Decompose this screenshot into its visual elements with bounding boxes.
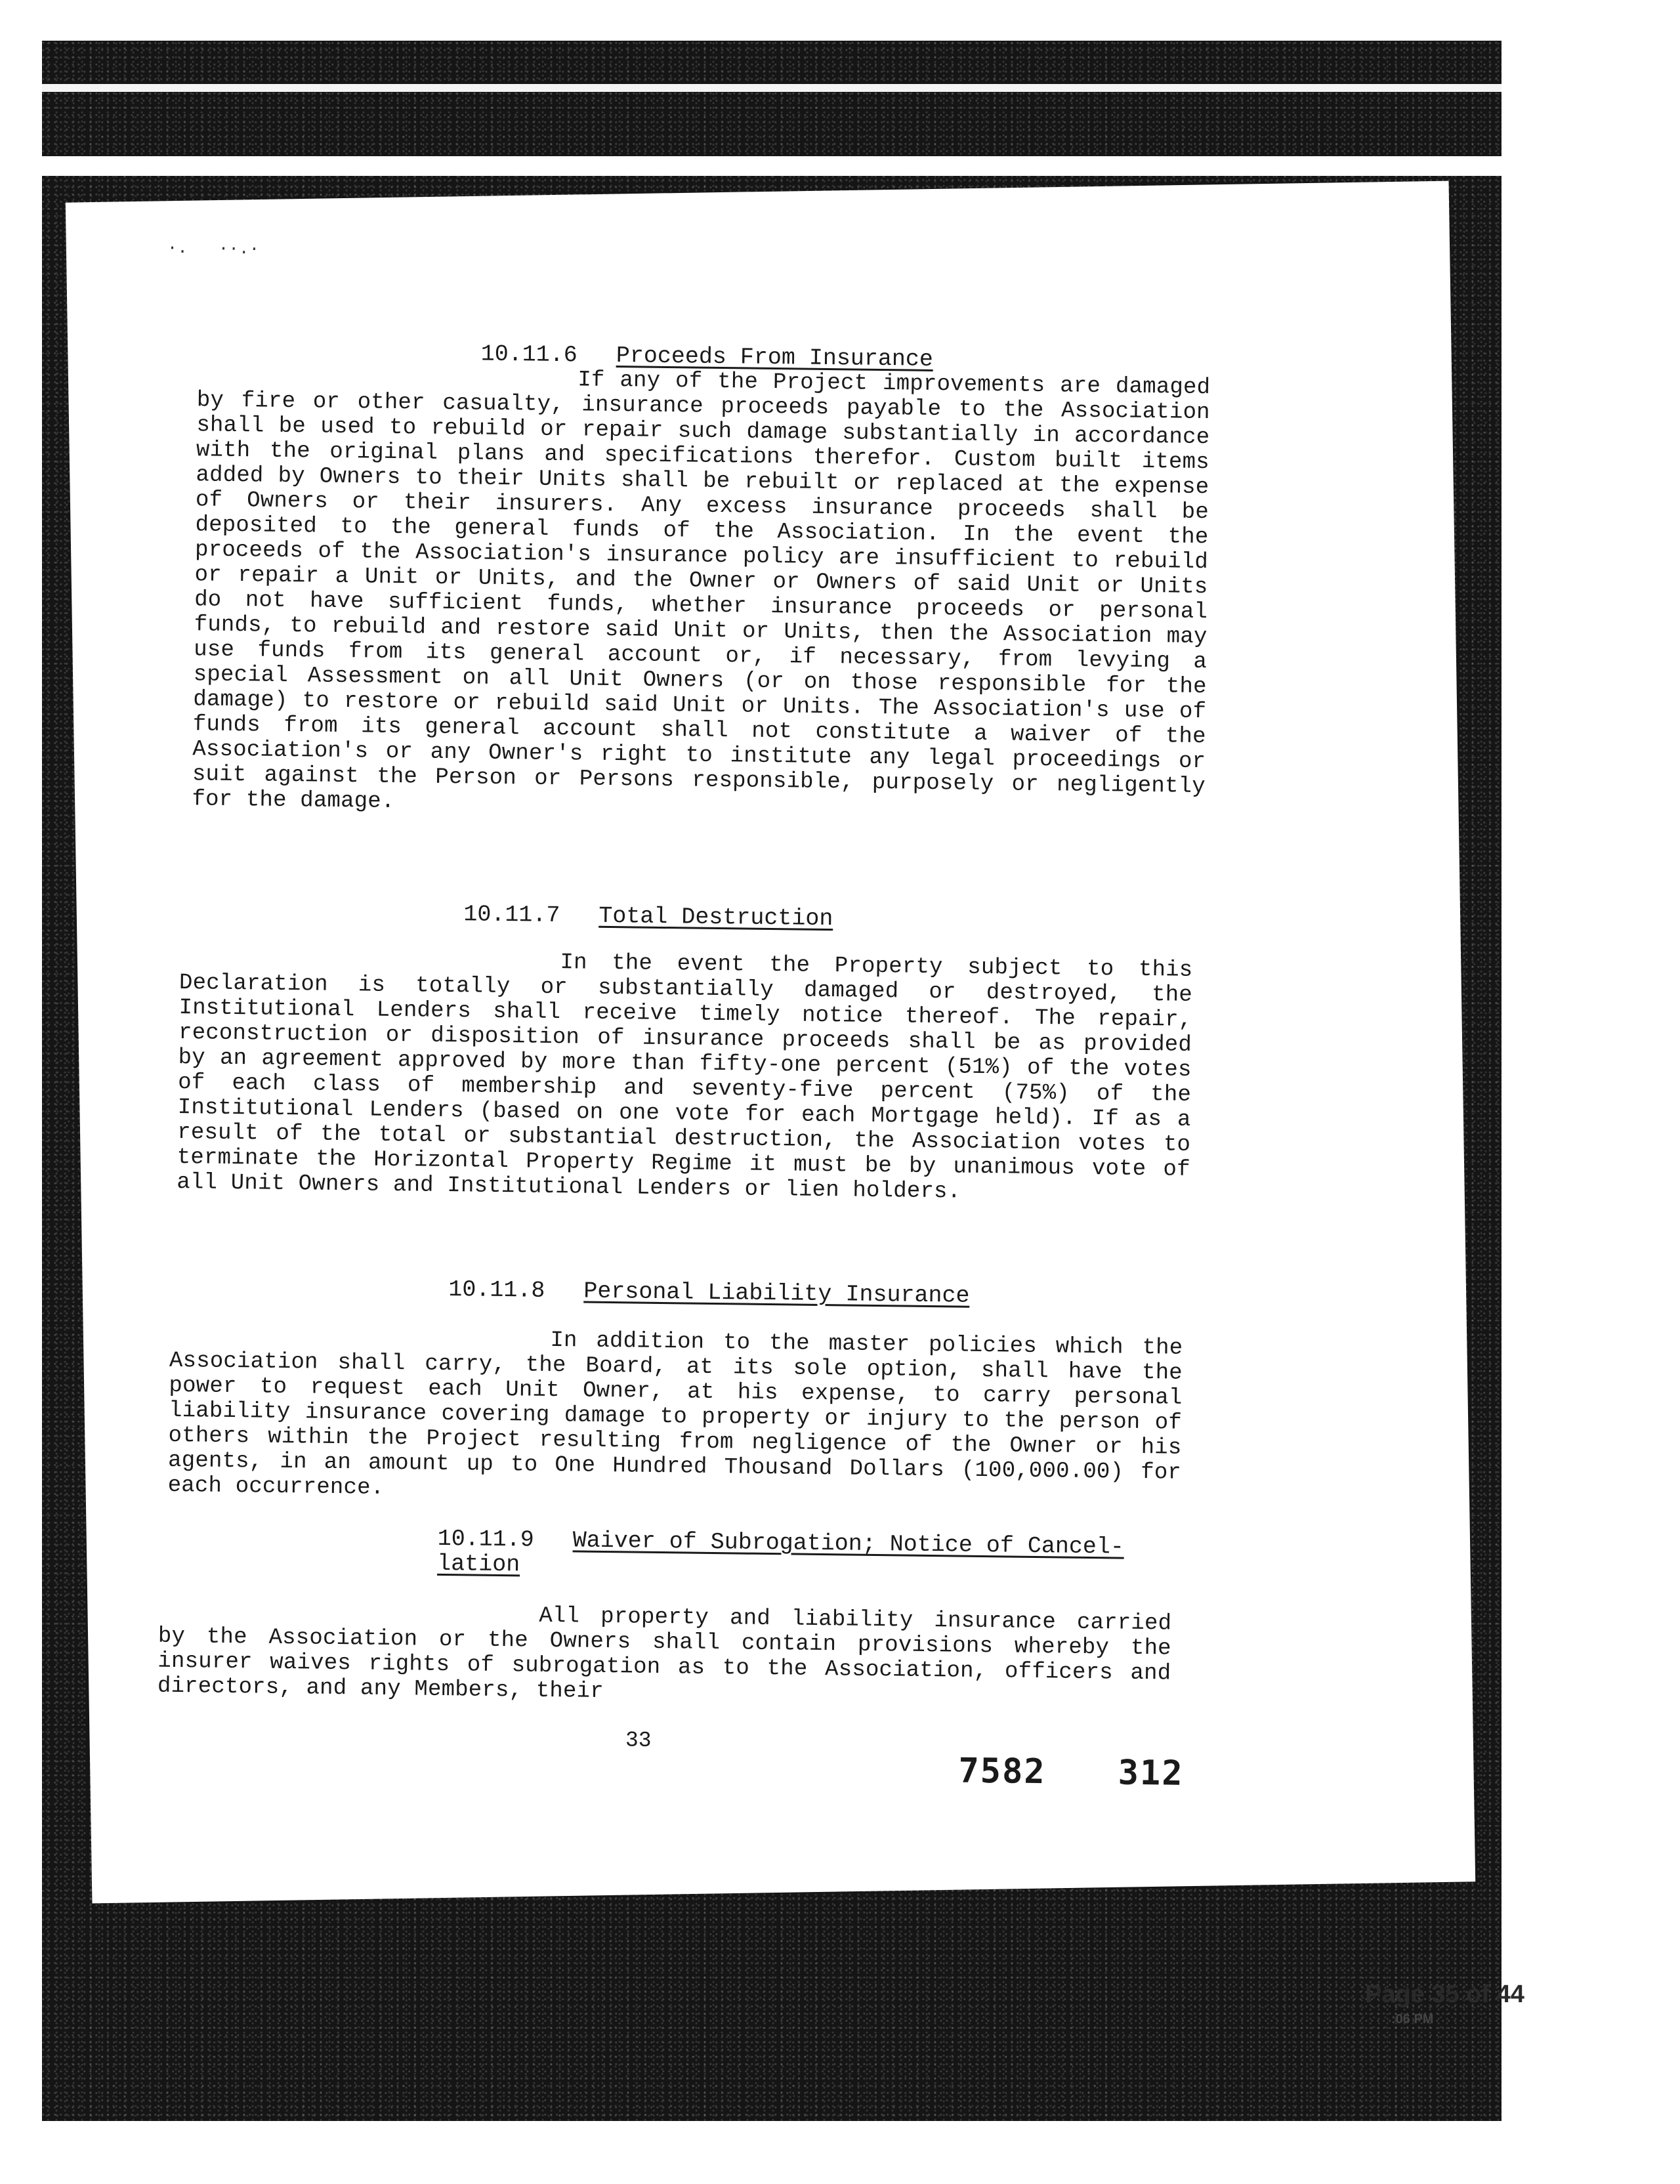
section-title: Proceeds From Insurance [616, 343, 934, 373]
recording-page: 312 [1118, 1753, 1184, 1794]
time-stamp: :06 PM [1391, 2012, 1434, 2026]
scan-speck: ·. ··.· [167, 238, 260, 259]
section-body: All property and liability insurance carried by the Association or the Owners shall contain provisions whereby the insurer waives rights of subrogation as to the Association, officers and directors, and any Members, their [157, 1603, 1172, 1704]
section-body: In addition to the master policies which the Association shall carry, the Board, at its sole option, shall have the power to request each Unit Owner, at his expense, to carry personal liability insurance covering damage to property or injury to the person of others within the Project resulting from negligence of the Owner or his agents, in an amount up to One Hundred Thousand Dollars (100,000.00) for each occurrence. [167, 1328, 1183, 1501]
section-title: Total Destruction [598, 902, 833, 933]
section-number: 10.11.7 [463, 901, 560, 929]
recording-number [958, 1751, 1184, 1794]
page-count-stamp: Page 35 of 44 [1365, 1981, 1524, 2008]
section-heading [463, 902, 833, 931]
section-heading [448, 1277, 970, 1309]
document-paper [66, 181, 1475, 1904]
section-number: 10.11.6 [480, 341, 578, 369]
scan-top-line [42, 84, 1502, 92]
document-content [68, 183, 1473, 1901]
recording-book: 7582 [958, 1751, 1047, 1792]
section-body: In the event the Property subject to this Declaration is totally or substantially damaged or destroyed, the Institutional Lenders shall receive timely notice thereof. The repair, reconstruction or disposition of insurance proceeds shall be as provided by an agreement approved by more than fifty-one percent (51%) of the votes of each class of membership and seventy-five percent (75%) of the Institutional Lenders (based on one vote for each Mortgage held). If as a result of the total or substantial destruction, the Association votes to terminate the Horizontal Property Regime it must be by unanimous vote of all Unit Owners and Institutional Lenders or lien holders. [177, 950, 1193, 1205]
section-number: 10.11.8 [448, 1276, 545, 1304]
section-heading [437, 1526, 1173, 1586]
section-number: 10.11.9 [437, 1525, 534, 1553]
section-body: If any of the Project improvements are damaged by fire or other casualty, insurance proceeds payable to the Association shall be used to rebuild or repair such damage substantially in accordance with the original plans and specifications therefor. Custom built items added by Owners to their Units shall be rebuilt or replaced at the expense of Owners or their insurers. Any excess insurance proceeds shall be deposited to the general funds of the Association. In the event the proceeds of the Association's insurance policy are insufficient to rebuild or repair a Unit or Units, and the Owner or Owners of said Unit or Units do not have sufficient funds, whether insurance proceeds or personal funds, to rebuild and restore said Unit or Units, then the Association may use funds from its general account or, if necessary, from levying a special Assessment on all Unit Owners (or on those responsible for the damage) to restore or rebuild said Unit or Units. The Association's use of funds from its general account shall not constitute a waiver of the Association's or any Owner's right to institute any legal proceedings or suit against the Person or Persons responsible, purposely or negligently for the damage. [192, 368, 1211, 814]
scan-top-gap [42, 156, 1502, 176]
section-title: Waiver of Subrogation; Notice of Cancel-lation [437, 1527, 1125, 1578]
page-number: 33 [625, 1728, 652, 1753]
section-title: Personal Liability Insurance [583, 1278, 970, 1309]
